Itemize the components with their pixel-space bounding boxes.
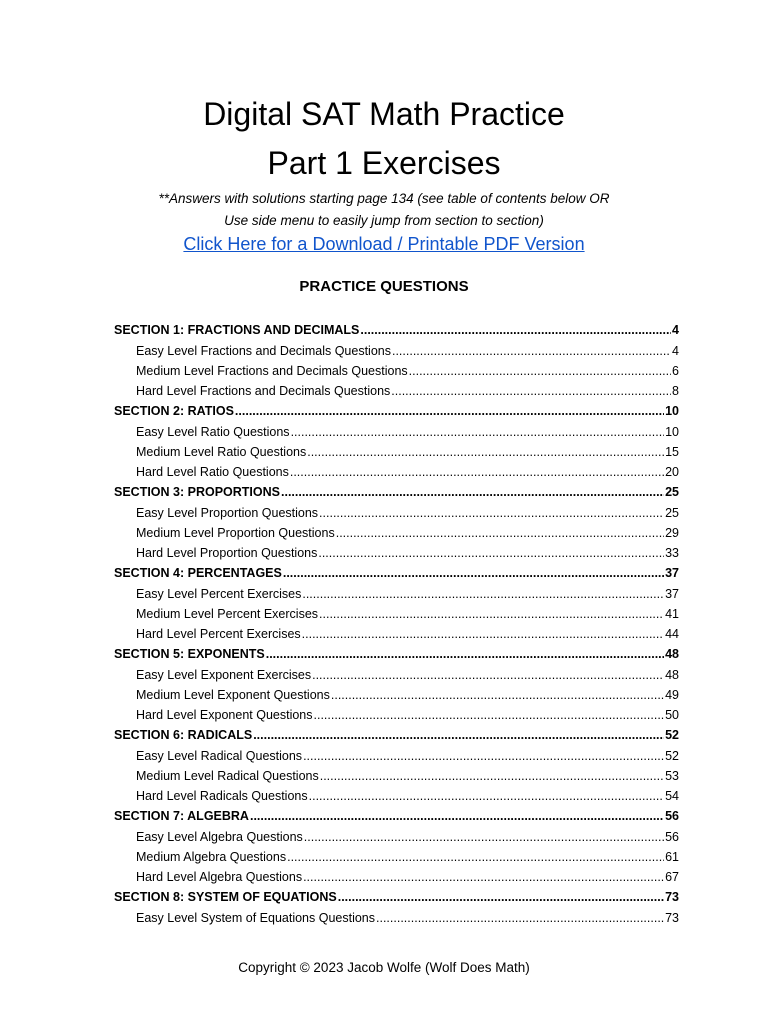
toc-section-entry[interactable] <box>114 804 679 824</box>
toc-dot-leader <box>235 403 664 419</box>
toc-dot-leader <box>312 667 664 683</box>
toc-dot-leader <box>320 768 664 784</box>
toc-dot-leader <box>303 869 664 885</box>
toc-section-entry[interactable] <box>114 399 679 419</box>
toc-subsection-entry[interactable] <box>114 521 679 541</box>
toc-dot-leader <box>318 545 664 561</box>
toc-dot-leader <box>307 444 664 460</box>
download-pdf-link[interactable]: Click Here for a Download / Printable PDF Version <box>183 234 585 254</box>
toc-page-number: 10 <box>665 424 679 439</box>
toc-entry-label: Hard Level Exponent Questions <box>136 708 313 722</box>
toc-subsection-entry[interactable] <box>114 440 679 460</box>
toc-section-entry[interactable] <box>114 885 679 905</box>
copyright-footer: Copyright © 2023 Jacob Wolfe (Wolf Does Math) <box>238 960 530 975</box>
toc-page-number: 6 <box>672 363 679 378</box>
toc-dot-leader <box>266 646 664 662</box>
document-title-line-1: Digital SAT Math Practice <box>203 96 565 132</box>
toc-entry-label: SECTION 3: PROPORTIONS <box>114 485 280 500</box>
toc-entry-label: Easy Level Algebra Questions <box>136 829 303 844</box>
toc-dot-leader <box>250 808 664 824</box>
toc-entry-label: Easy Level Proportion Questions <box>136 505 319 520</box>
toc-page-number: 44 <box>665 627 679 641</box>
toc-section-entry[interactable] <box>114 318 679 338</box>
toc-dot-leader <box>376 910 664 926</box>
toc-subsection-entry[interactable] <box>114 784 679 804</box>
toc-entry-label: Easy Level Radical Questions <box>136 748 303 763</box>
toc-page-number: 49 <box>665 687 679 702</box>
toc-subsection-entry[interactable] <box>114 845 679 865</box>
table-of-contents <box>114 318 679 926</box>
toc-page-number: 8 <box>672 384 679 398</box>
toc-section-entry[interactable] <box>114 723 679 743</box>
toc-entry-label: Hard Level Fractions and Decimals Questions <box>136 384 391 398</box>
toc-page-number: 29 <box>665 525 679 540</box>
toc-entry-label: Easy Level Percent Exercises <box>136 586 302 601</box>
toc-page-number: 25 <box>665 485 679 500</box>
toc-subsection-entry[interactable] <box>114 743 679 763</box>
toc-subsection-entry[interactable] <box>114 683 679 703</box>
toc-entry-label: Medium Algebra Questions <box>136 849 287 864</box>
toc-dot-leader <box>360 322 671 338</box>
toc-subsection-entry[interactable] <box>114 824 679 844</box>
toc-subsection-entry[interactable] <box>114 703 679 723</box>
toc-section-entry[interactable] <box>114 561 679 581</box>
toc-subsection-entry[interactable] <box>114 905 679 925</box>
toc-entry-label: SECTION 6: RADICALS <box>114 728 253 743</box>
document-title-line-2: Part 1 Exercises <box>267 145 501 181</box>
toc-dot-leader <box>319 505 664 521</box>
toc-dot-leader <box>253 727 664 743</box>
toc-page-number: 15 <box>665 444 679 459</box>
toc-page-number: 56 <box>665 829 679 844</box>
toc-subsection-entry[interactable] <box>114 581 679 601</box>
toc-page-number: 20 <box>665 465 679 479</box>
toc-dot-leader <box>304 829 664 845</box>
toc-entry-label: SECTION 4: PERCENTAGES <box>114 566 282 581</box>
toc-dot-leader <box>309 788 664 804</box>
toc-dot-leader <box>303 748 664 764</box>
toc-dot-leader <box>331 687 664 703</box>
toc-dot-leader <box>338 889 664 905</box>
toc-page-number: 61 <box>665 849 679 864</box>
answers-note-line-1: **Answers with solutions starting page 134 (see table of contents below OR <box>158 191 610 206</box>
toc-dot-leader <box>336 525 664 541</box>
toc-page-number: 73 <box>665 890 679 905</box>
toc-page-number: 25 <box>665 505 679 520</box>
toc-dot-leader <box>302 626 664 642</box>
toc-subsection-entry[interactable] <box>114 500 679 520</box>
toc-entry-label: Medium Level Fractions and Decimals Questions <box>136 363 408 378</box>
toc-entry-label: Hard Level Proportion Questions <box>136 546 318 560</box>
toc-page-number: 37 <box>665 586 679 601</box>
toc-entry-label: SECTION 2: RATIOS <box>114 404 234 419</box>
toc-entry-label: Medium Level Percent Exercises <box>136 606 319 621</box>
toc-dot-leader <box>283 565 664 581</box>
toc-page-number: 54 <box>665 789 679 803</box>
toc-subsection-entry[interactable] <box>114 359 679 379</box>
toc-subsection-entry[interactable] <box>114 622 679 642</box>
toc-entry-label: SECTION 7: ALGEBRA <box>114 809 249 824</box>
toc-page-number: 37 <box>665 566 679 581</box>
toc-page-number: 53 <box>665 768 679 783</box>
toc-dot-leader <box>314 707 665 723</box>
toc-subsection-entry[interactable] <box>114 865 679 885</box>
toc-dot-leader <box>302 586 664 602</box>
pdf-link-container <box>0 232 768 256</box>
toc-dot-leader <box>391 383 671 399</box>
toc-page-number: 10 <box>665 404 679 419</box>
toc-page-number: 50 <box>665 708 679 722</box>
toc-page-number: 4 <box>672 323 679 338</box>
toc-dot-leader <box>392 343 671 359</box>
toc-subsection-entry[interactable] <box>114 338 679 358</box>
toc-entry-label: Easy Level System of Equations Questions <box>136 910 376 925</box>
answers-note-line-2: Use side menu to easily jump from section to section) <box>224 213 544 228</box>
toc-entry-label: Hard Level Radicals Questions <box>136 789 308 803</box>
toc-entry-label: SECTION 1: FRACTIONS AND DECIMALS <box>114 323 360 338</box>
toc-subsection-entry[interactable] <box>114 662 679 682</box>
practice-questions-heading: PRACTICE QUESTIONS <box>299 278 469 295</box>
toc-page-number: 48 <box>665 667 679 682</box>
toc-page-number: 52 <box>665 728 679 743</box>
toc-entry-label: Hard Level Ratio Questions <box>136 465 289 479</box>
toc-dot-leader <box>287 849 664 865</box>
toc-entry-label: SECTION 8: SYSTEM OF EQUATIONS <box>114 890 337 905</box>
toc-page-number: 33 <box>665 546 679 560</box>
toc-entry-label: Hard Level Percent Exercises <box>136 627 301 641</box>
toc-entry-label: Medium Level Ratio Questions <box>136 444 307 459</box>
toc-page-number: 41 <box>665 606 679 621</box>
toc-dot-leader <box>409 363 671 379</box>
toc-dot-leader <box>281 484 664 500</box>
toc-page-number: 52 <box>665 748 679 763</box>
toc-page-number: 73 <box>665 910 679 925</box>
toc-subsection-entry[interactable] <box>114 419 679 439</box>
toc-subsection-entry[interactable] <box>114 764 679 784</box>
toc-entry-label: SECTION 5: EXPONENTS <box>114 647 265 662</box>
toc-subsection-entry[interactable] <box>114 379 679 399</box>
toc-dot-leader <box>290 464 664 480</box>
toc-section-entry[interactable] <box>114 480 679 500</box>
toc-section-entry[interactable] <box>114 642 679 662</box>
toc-page-number: 67 <box>665 870 679 884</box>
toc-page-number: 56 <box>665 809 679 824</box>
toc-subsection-entry[interactable] <box>114 602 679 622</box>
toc-entry-label: Medium Level Radical Questions <box>136 768 319 783</box>
toc-entry-label: Easy Level Ratio Questions <box>136 424 290 439</box>
toc-entry-label: Easy Level Exponent Exercises <box>136 667 312 682</box>
toc-entry-label: Hard Level Algebra Questions <box>136 870 303 884</box>
toc-entry-label: Medium Level Exponent Questions <box>136 687 330 702</box>
toc-dot-leader <box>319 606 664 622</box>
toc-page-number: 48 <box>665 647 679 662</box>
toc-dot-leader <box>291 424 665 440</box>
toc-entry-label: Medium Level Proportion Questions <box>136 525 335 540</box>
toc-subsection-entry[interactable] <box>114 541 679 561</box>
toc-subsection-entry[interactable] <box>114 460 679 480</box>
toc-entry-label: Easy Level Fractions and Decimals Questions <box>136 343 391 358</box>
toc-page-number: 4 <box>672 343 679 358</box>
